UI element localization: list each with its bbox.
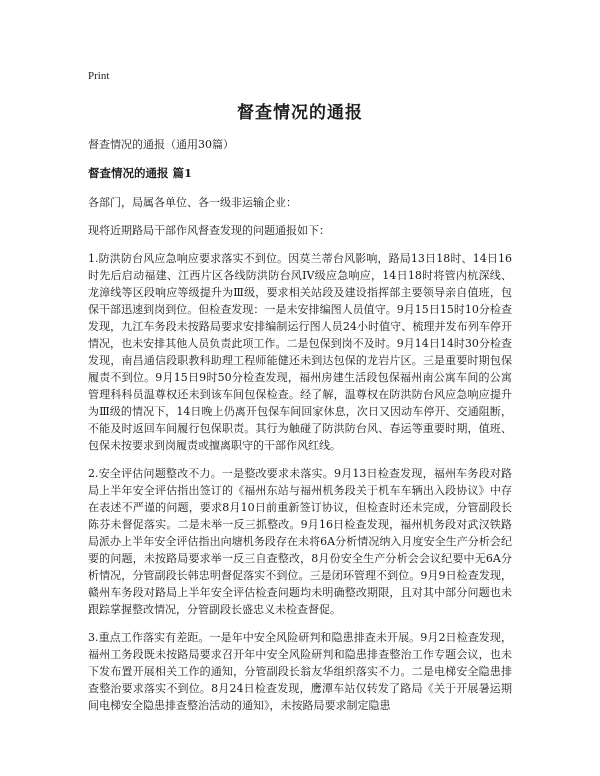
body-paragraph-3: 3.重点工作落实有差距。一是年中安全风险研判和隐患排查未开展。9月2日检查发现，福州工务段既未按路局要求召开年中安全风险研判和隐患排查整治工作专题会议，也未下发布置开展相关工作的通知，分管副段长翁友华组织落实不力。二是电梯安全隐患排查整治要求落实不到位。8月24日检查发现，鹰潭车站仅转发了路局《关于开展暑运期间电梯安全隐患排查整治活动的通知》，未按路局要求制定隐患 [88, 631, 512, 712]
body-paragraph-2: 2.安全评估问题整改不力。一是整改要求未落实。9月13日检查发现，福州车务段对路局上半年安全评估指出签订的《福州东站与福州机务段关于机车车辆出入段协议》中存在表述不严谨的问题，要求8月10日前重新签订协议，但检查时还未完成，分管副段长陈芬未督促落实。二是未举一反三抓整改。9月16日检查发现，福州机务段对武汉铁路局派办上半年安全评估指出向塘机务段存在未将6A分析情况纳入月度安全生产分析会纪要的问题，未按路局要求举一反三自查整改，8月份安全生产分析会会议纪要中无6A分析情况，分管副段长韩忠明督促落实不到位。三是闭环管理不到位。9月9日检查发现，赣州车务段对路局上半年安全评估检查问题均未明确整改期限，且对其中部分问题也未跟踪掌握整改情况，分管副段长盛忠义未检查督促。 [88, 467, 512, 616]
page-title: 督查情况的通报 [237, 103, 363, 123]
print-link[interactable]: Print [88, 70, 110, 82]
document-subtitle: 督查情况的通报（通用30篇） [88, 138, 234, 151]
intro-paragraph: 现将近期路局干部作风督查发现的问题通报如下： [88, 224, 330, 237]
document-body [88, 136, 512, 725]
section-heading: 督查情况的通报 篇1 [88, 166, 193, 180]
greeting-paragraph: 各部门，局属各单位、各一级非运输企业： [88, 196, 297, 209]
body-paragraph-1: 1.防洪防台风应急响应要求落实不到位。因莫兰蒂台风影响，路局13日18时、14日16时先后启动福建、江西片区各线防洪防台风IV级应急响应，14日18时将管内杭深线、龙漳线等区段响应等级提升为Ⅲ级，要求相关站段及建设指挥部主要领导亲自值班，包保干部迅速到岗到位。但检查发现：一是未安排编图人员值守。9月15日15时10分检查发现，九江车务段未按路局要求安排编制运行图人员24小时值守、梳理并发布列车停开情况，也未安排其他人员负责此项工作。二是包保到岗不及时。9月14日14时30分检查发现，南昌通信段职教科助理工程师能健还未到达包保的龙岩片区。三是重要时期包保履责不到位。9月15日9时50分检查发现，福州房建生活段包保福州南公寓车间的公寓管理科科员温尊权还未到该车间包保检查。经了解，温尊权在防洪防台风应急响应提升为Ⅲ级的情况下，14日晚上仍离开包保车间回家休息，次日又因动车停开、交通阻断，不能及时返回车间履行包保职责。其行为触碰了防洪防台风、春运等重要时期，值班、包保未按要求到岗履责或擅离职守的干部作风红线。 [88, 252, 512, 452]
